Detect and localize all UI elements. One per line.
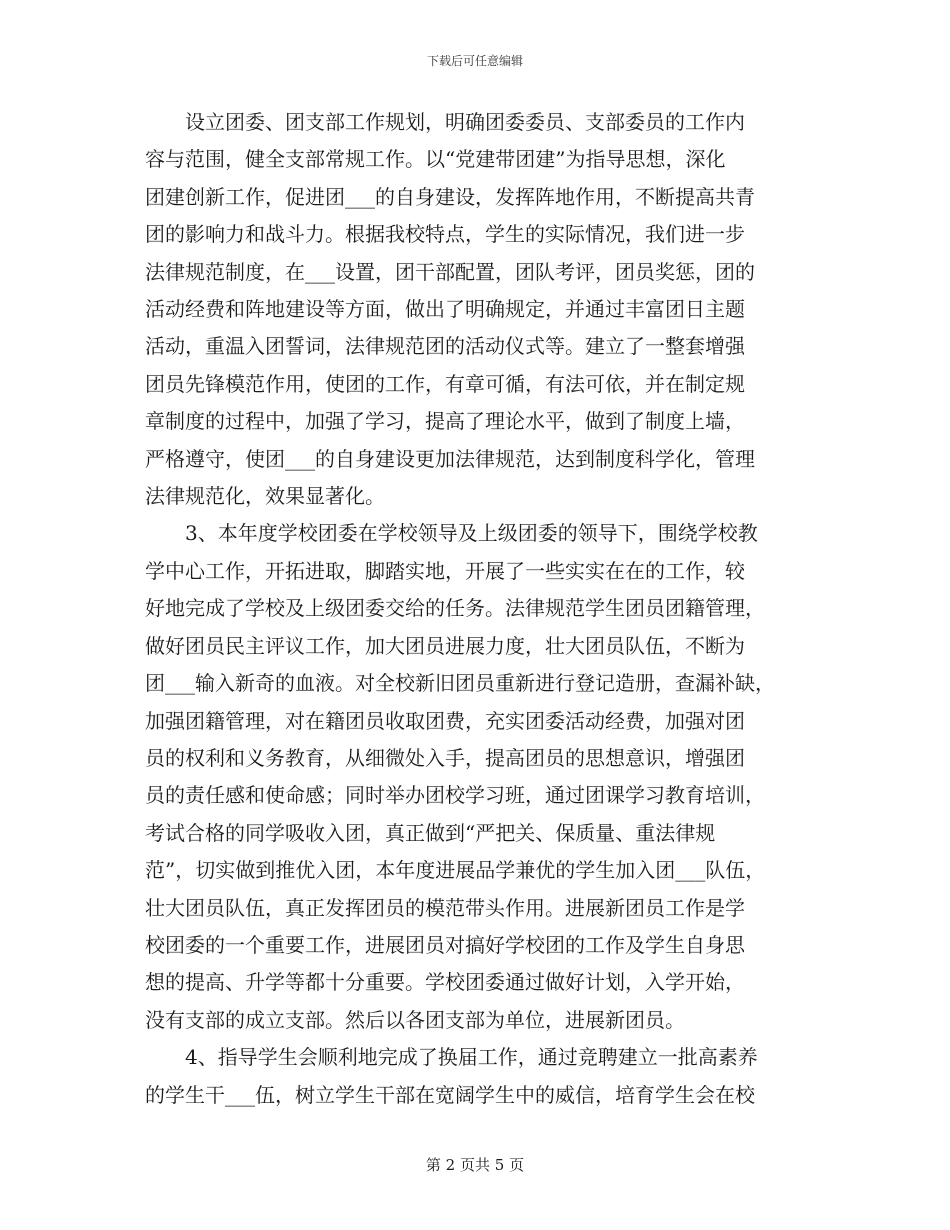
text-line: 好地完成了学校及上级团委交给的任务。法律规范学生团员团籍管理， xyxy=(145,596,765,621)
text-line: 没有支部的成立支部。然后以各团支部为单位，进展新团员。 xyxy=(145,1007,685,1032)
text-line: 3、本年度学校团委在学校领导及上级团委的领导下，围绕学校教 xyxy=(185,521,758,546)
text-line: 学中心工作，开拓进取，脚踏实地，开展了一些实实在在的工作，较 xyxy=(145,558,745,583)
text-line: 员的权利和义务教育，从细微处入手，提高团员的思想意识，增强团 xyxy=(145,745,745,770)
text-line: 团员先锋模范作用，使团的工作，有章可循，有法可依，并在制定规 xyxy=(145,371,745,396)
text-line: 加强团籍管理，对在籍团员收取团费，充实团委活动经费，加强对团 xyxy=(145,708,745,733)
text-line: 团的影响力和战斗力。根据我校特点，学生的实际情况，我们进一步 xyxy=(145,222,745,247)
paragraph-item-3 xyxy=(145,515,805,1039)
text-line: 员的责任感和使命感；同时举办团校学习班，通过团课学习教育培训， xyxy=(145,783,765,808)
paragraph-intro xyxy=(145,104,805,515)
text-line: 团建创新工作，促进团___的自身建设，发挥阵地作用，不断提高共青 xyxy=(145,184,755,209)
text-line: 的学生干___伍，树立学生干部在宽阔学生中的威信，培育学生会在校 xyxy=(145,1082,755,1107)
text-line: 校团委的一个重要工作，进展团员对搞好学校团的工作及学生自身思 xyxy=(145,932,745,957)
text-line: 章制度的过程中，加强了学习，提高了理论水平，做到了制度上墙， xyxy=(145,409,745,434)
text-line: 法律规范化，效果显著化。 xyxy=(145,484,385,509)
text-line: 活动经费和阵地建设等方面，做出了明确规定，并通过丰富团日主题 xyxy=(145,297,745,322)
text-line: 团___输入新奇的血液。对全校新旧团员重新进行登记造册，查漏补缺， xyxy=(145,671,775,696)
text-line: 做好团员民主评议工作，加大团员进展力度，壮大团员队伍，不断为 xyxy=(145,633,745,658)
text-line: 严格遵守，使团___的自身建设更加法律规范，达到制度科学化，管理 xyxy=(145,446,755,471)
text-line: 法律规范制度，在___设置，团干部配置，团队考评，团员奖惩，团的 xyxy=(145,259,755,284)
text-line: 想的提高、升学等都十分重要。学校团委通过做好计划，入学开始， xyxy=(145,970,745,995)
text-line: 设立团委、团支部工作规划，明确团委委员、支部委员的工作内 xyxy=(185,110,745,134)
text-line: 4、指导学生会顺利地完成了换届工作，通过竞聘建立一批高素养 xyxy=(185,1045,758,1070)
page-header: 下载后可任意编辑 xyxy=(426,54,523,68)
document-body xyxy=(145,104,805,1114)
page-footer: 第 2 页共 5 页 xyxy=(425,1156,525,1174)
text-line: 容与范围，健全支部常规工作。以“党建带团建”为指导思想，深化 xyxy=(145,147,726,172)
paragraph-item-4 xyxy=(145,1039,805,1114)
text-line: 范”，切实做到推优入团，本年度进展品学兼优的学生加入团___队伍， xyxy=(145,858,766,883)
text-line: 壮大团员队伍，真正发挥团员的模范带头作用。进展新团员工作是学 xyxy=(145,895,745,920)
text-line: 考试合格的同学吸收入团，真正做到“严把关、保质量、重法律规 xyxy=(145,820,716,845)
text-line: 活动，重温入团誓词，法律规范团的活动仪式等。建立了一整套增强 xyxy=(145,334,745,359)
